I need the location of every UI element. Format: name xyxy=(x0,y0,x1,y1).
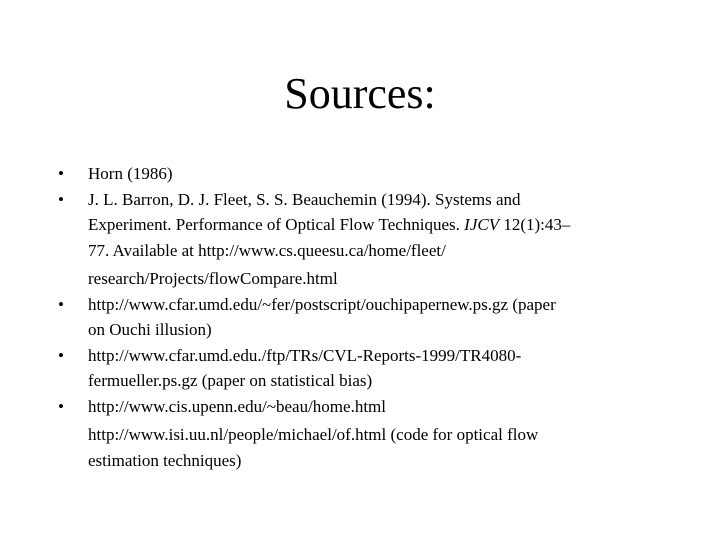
sources-list xyxy=(58,161,668,473)
source-link[interactable]: http://www.cfar.umd.edu./ftp/TRs/CVL-Reports-1999/TR4080- xyxy=(88,345,522,365)
source-text xyxy=(88,212,668,238)
source-link[interactable]: research/Projects/flowCompare.html xyxy=(88,269,338,288)
source-link[interactable]: http://www.isi.uu.nl/people/michael/of.html (code for optical flow xyxy=(88,425,539,444)
source-text: 77. Available at http://www.cs.queesu.ca/home/fleet/ xyxy=(88,240,446,260)
source-text: on Ouchi illusion) xyxy=(88,320,212,339)
source-text: fermueller.ps.gz (paper on statistical bias) xyxy=(88,371,373,390)
source-item-fermueller xyxy=(58,343,668,394)
source-link[interactable]: http://www.cis.upenn.edu/~beau/home.html xyxy=(88,396,386,416)
source-text: J. L. Barron, D. J. Fleet, S. S. Beauchemin (1994). Systems and xyxy=(88,189,521,209)
journal-name: IJCV xyxy=(464,215,500,234)
slide-title: Sources: xyxy=(284,69,436,118)
source-item-barron xyxy=(58,187,668,292)
source-item-ouchi xyxy=(58,292,668,343)
source-text-segment: Experiment. Performance of Optical Flow Techniques. xyxy=(88,215,465,234)
bullet-icon: • xyxy=(58,396,64,416)
source-text: estimation techniques) xyxy=(88,450,242,470)
source-text: Horn (1986) xyxy=(88,164,173,183)
bullet-icon: • xyxy=(58,345,64,365)
source-text-segment: 12(1):43– xyxy=(499,215,571,234)
bullet-icon: • xyxy=(58,189,64,209)
source-item-horn xyxy=(58,161,668,187)
bullet-icon: • xyxy=(58,164,64,183)
source-item-beau xyxy=(58,394,668,474)
source-link[interactable]: http://www.cfar.umd.edu/~fer/postscript/ouchipapernew.ps.gz (paper xyxy=(88,294,556,314)
bullet-icon: • xyxy=(58,294,64,314)
